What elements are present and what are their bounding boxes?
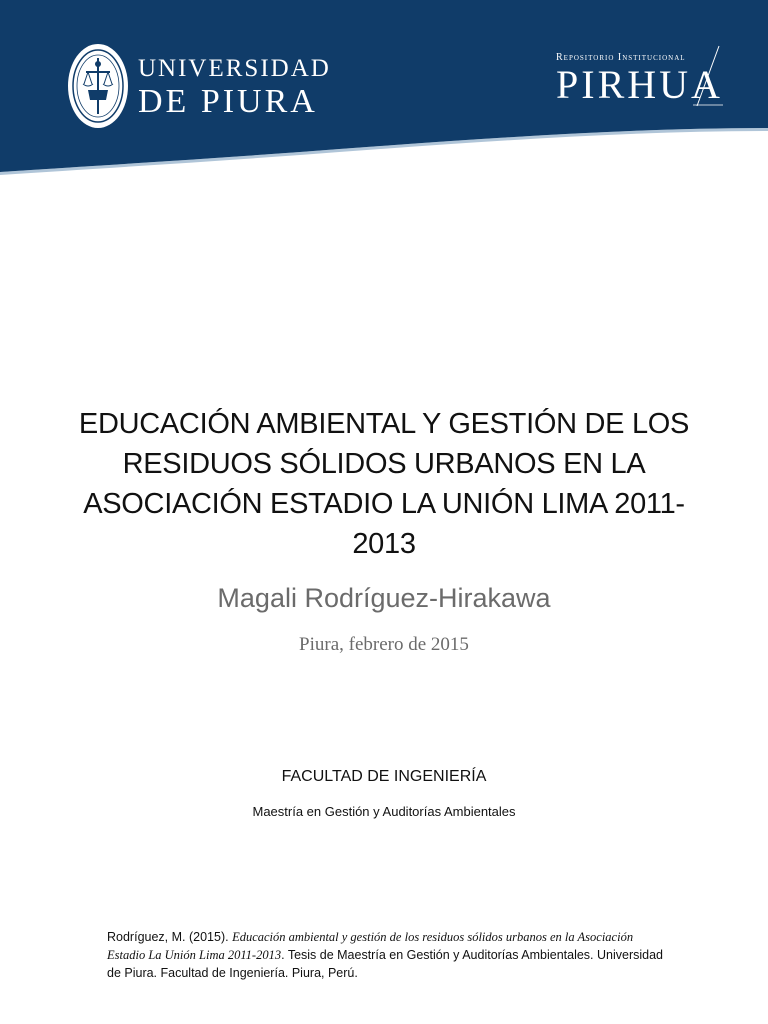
thesis-title: EDUCACIÓN AMBIENTAL Y GESTIÓN DE LOS RESIDUOS SÓLIDOS URBANOS EN LA ASOCIACIÓN ESTADIO LA UNIÓN LIMA 2011-2013 — [78, 408, 690, 560]
citation-title: Educación ambiental y gestión de los residuos sólidos urbanos en la Asociación Estadio La Unión Lima 2011-2013 — [107, 930, 634, 962]
place-date: Piura, febrero de 2015 — [299, 634, 469, 655]
citation-lead: Rodríguez, M. (2015). — [107, 930, 233, 944]
university-name-line2: DE PIURA — [138, 83, 318, 120]
repository-name: PIRHUA — [556, 62, 723, 107]
program-name: Maestría en Gestión y Auditorías Ambientales — [252, 804, 516, 819]
university-seal-icon — [66, 42, 130, 130]
university-name-line1: UNIVERSIDAD — [138, 55, 331, 82]
citation-tail: . Tesis de Maestría en Gestión y Auditorías Ambientales. Universidad de Piura. Facultad de Ingeniería. Piura, Perú. — [107, 948, 664, 980]
university-name — [138, 56, 331, 119]
repository-label: Repositorio Institucional — [556, 52, 686, 63]
author-name: Magali Rodríguez-Hirakawa — [217, 583, 551, 613]
pirhua-slash-icon — [693, 44, 723, 110]
faculty-name: FACULTAD DE INGENIERÍA — [281, 768, 487, 785]
citation — [107, 928, 663, 982]
